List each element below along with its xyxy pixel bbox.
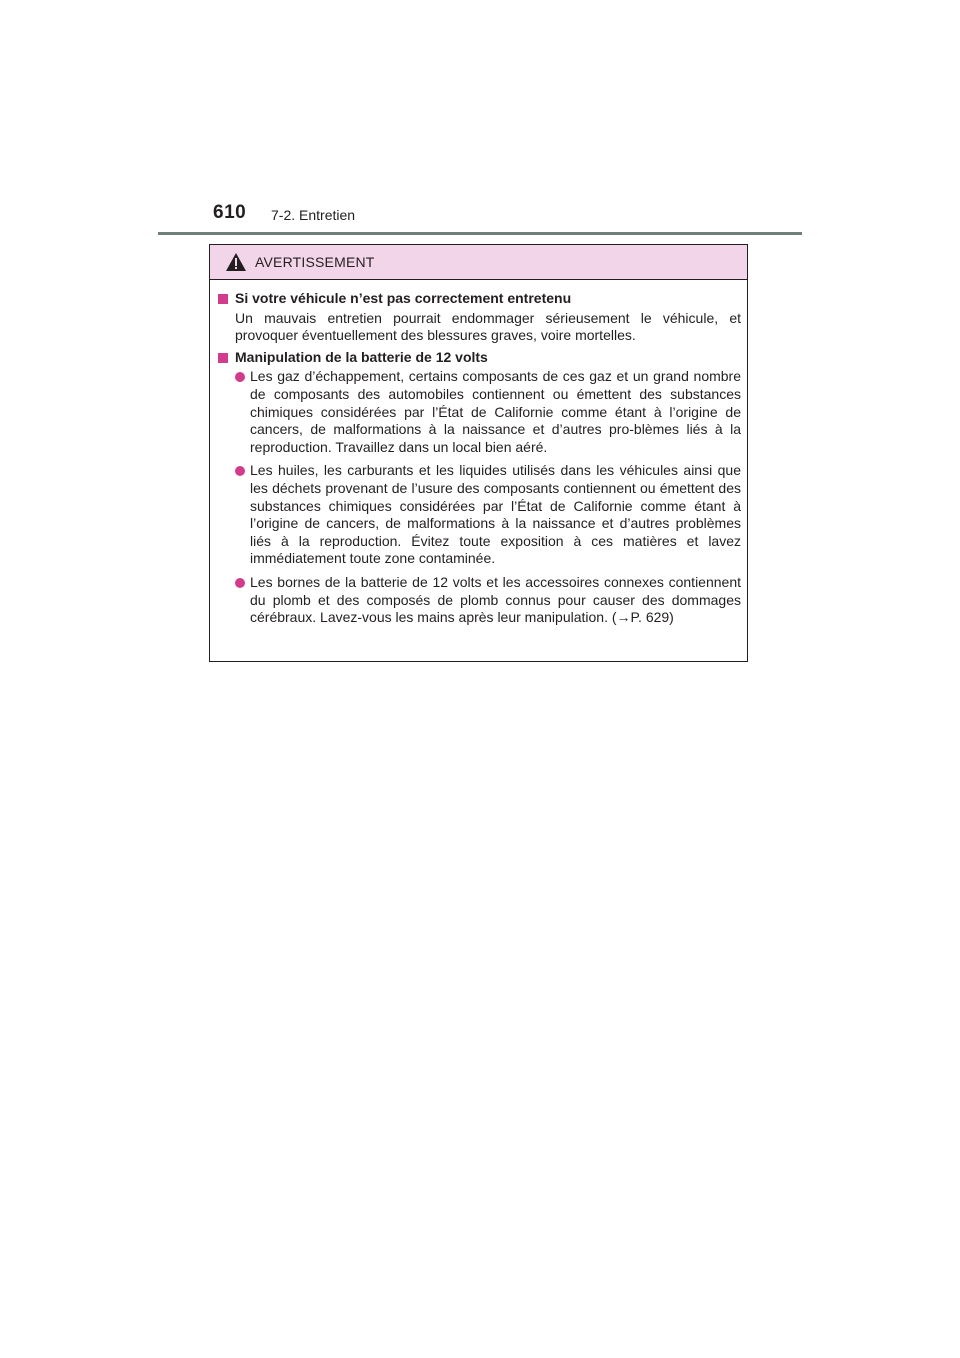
round-bullet-icon	[235, 372, 245, 382]
bullet-list	[218, 368, 741, 626]
warning-label: AVERTISSEMENT	[255, 254, 375, 270]
topic-heading-text: Manipulation de la batterie de 12 volts	[235, 348, 488, 365]
warning-triangle-icon	[226, 253, 246, 271]
topic-heading-text: Si votre véhicule n’est pas correctement entretenu	[235, 290, 572, 306]
list-item	[218, 462, 741, 568]
page-number: 610	[213, 202, 247, 223]
round-bullet-icon	[235, 578, 245, 588]
warning-header	[210, 245, 747, 280]
topic-heading	[218, 349, 741, 367]
warning-box	[209, 244, 748, 662]
section-title: 7-2. Entretien	[271, 207, 356, 223]
list-item-text: Les huiles, les carburants et les liquides utilisés dans les véhicules ainsi que les déchets provenant de l’usure des composants contiennent ou émettent des substances chimiques considérées par l’État de Californie comme étant à l’origine de cancers, de malformations à la naissance et d’autres problèmes liés à la reproduction. Évitez toute exposition à ces matières et lavez immédiatement toute zone contaminée.	[250, 462, 741, 567]
topic	[218, 349, 741, 627]
list-item-text: Les bornes de la batterie de 12 volts et les accessoires connexes contiennent du plomb et des composés de plomb connus pour causer des dommages cérébraux. Lavez-vous les mains après leur manipulation. (→P. 629)	[250, 573, 741, 626]
square-bullet-icon	[218, 353, 228, 363]
list-item-text: Les gaz d’échappement, certains composants de ces gaz et un grand nombre de composants des automobiles contiennent ou émettent des substances chimiques considérées par l’État de Californie comme étant à l’origine de cancers, de malformations à la naissance et d’autres pro-blèmes liés à la reproduction. Travaillez dans un local bien aéré.	[250, 368, 741, 455]
header-rule	[158, 232, 802, 235]
topic	[218, 290, 741, 345]
topic-text: Un mauvais entretien pourrait endommager sérieusement le véhicule, et provoquer éventuellement des blessures graves, voire mortelles.	[235, 309, 741, 344]
warning-body	[210, 280, 747, 627]
topic-heading	[218, 290, 741, 308]
round-bullet-icon	[235, 466, 245, 476]
square-bullet-icon	[218, 294, 228, 304]
list-item	[218, 574, 741, 627]
list-item	[218, 368, 741, 456]
